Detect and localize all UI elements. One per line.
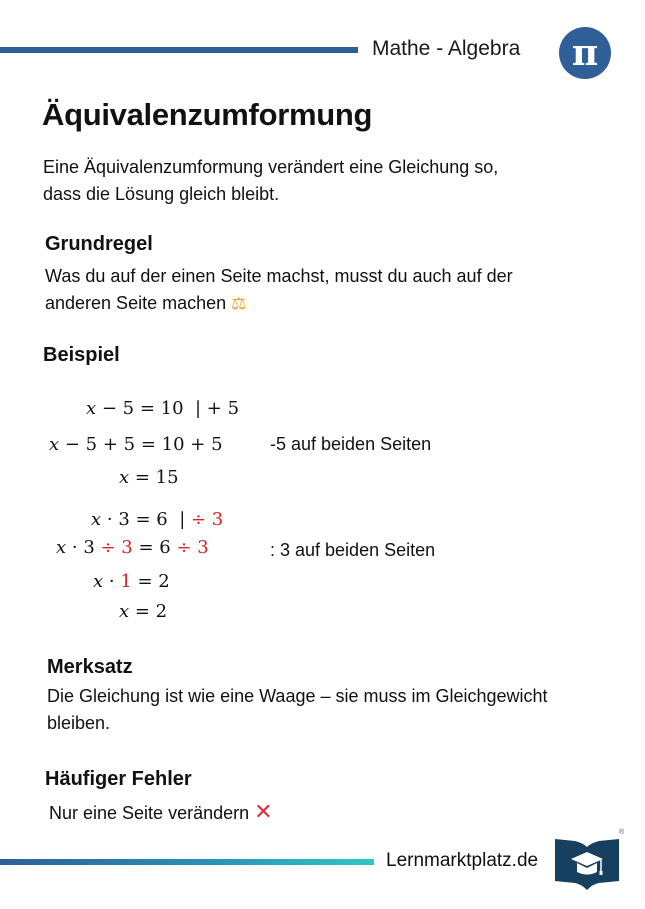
subject-label: Mathe - Algebra	[372, 37, 521, 60]
merksatz-line-1: Die Gleichung ist wie eine Waage – sie muss im Gleichgewicht	[47, 686, 548, 706]
equation-row	[119, 601, 167, 622]
expression: = 2	[129, 601, 168, 622]
variable: x	[119, 601, 130, 622]
variable: x	[91, 509, 102, 530]
expression: · 3 = 6	[101, 509, 168, 530]
grundregel-line-2	[45, 290, 246, 317]
fehler-heading: Häufiger Fehler	[45, 768, 192, 790]
grundregel-line-1: Was du auf der einen Seite machst, musst du auch auf der	[45, 266, 513, 286]
intro-line-2: dass die Lösung gleich bleibt.	[43, 184, 280, 204]
equation-row	[91, 509, 223, 530]
intro-line-1: Eine Äquivalenzumformung verändert eine Gleichung so,	[43, 157, 499, 177]
pi-icon	[559, 27, 611, 79]
graduation-book-logo-icon	[553, 837, 621, 891]
operation: | + 5	[183, 398, 240, 419]
grundregel-heading: Grundregel	[45, 233, 153, 255]
highlighted-value: 1	[120, 571, 132, 592]
header-accent-bar	[0, 47, 358, 53]
expression: − 5 + 5 = 10 + 5	[59, 434, 223, 455]
operation: ÷ 3	[100, 537, 133, 558]
example-1-note: -5 auf beiden Seiten	[270, 434, 432, 454]
variable: x	[49, 434, 60, 455]
equation-row	[86, 398, 239, 419]
variable: x	[56, 537, 67, 558]
equation-row	[49, 434, 223, 455]
equation-row	[56, 537, 209, 558]
variable: x	[119, 467, 130, 488]
fehler-line	[49, 798, 273, 827]
brand-name: Lernmarktplatz.de	[386, 850, 539, 871]
expression: ·	[103, 571, 121, 592]
grundregel-line-2-text: anderen Seite machen	[45, 293, 227, 313]
fehler-text: Nur eine Seite verändern	[49, 803, 250, 823]
page-title: Äquivalenzumformung	[42, 97, 373, 132]
operation: ÷ 3	[191, 509, 224, 530]
equation-row	[93, 571, 170, 592]
example-2-note: : 3 auf beiden Seiten	[270, 540, 436, 560]
registered-mark: ®	[619, 829, 625, 836]
expression: − 5 = 10	[96, 398, 184, 419]
expression: = 2	[131, 571, 170, 592]
pi-symbol: π	[571, 32, 599, 74]
footer-accent-bar	[0, 859, 374, 865]
expression: · 3	[66, 537, 101, 558]
merksatz-line-2: bleiben.	[47, 713, 111, 733]
merksatz-heading: Merksatz	[47, 656, 133, 678]
separator: |	[167, 509, 191, 530]
expression: = 6	[132, 537, 177, 558]
cross-mark-icon: ✕	[254, 799, 273, 824]
balance-scale-icon: ⚖	[231, 294, 247, 313]
variable: x	[86, 398, 97, 419]
equation-row	[119, 467, 179, 488]
variable: x	[93, 571, 104, 592]
beispiel-heading: Beispiel	[43, 344, 120, 366]
operation: ÷ 3	[176, 537, 209, 558]
expression: = 15	[129, 467, 179, 488]
